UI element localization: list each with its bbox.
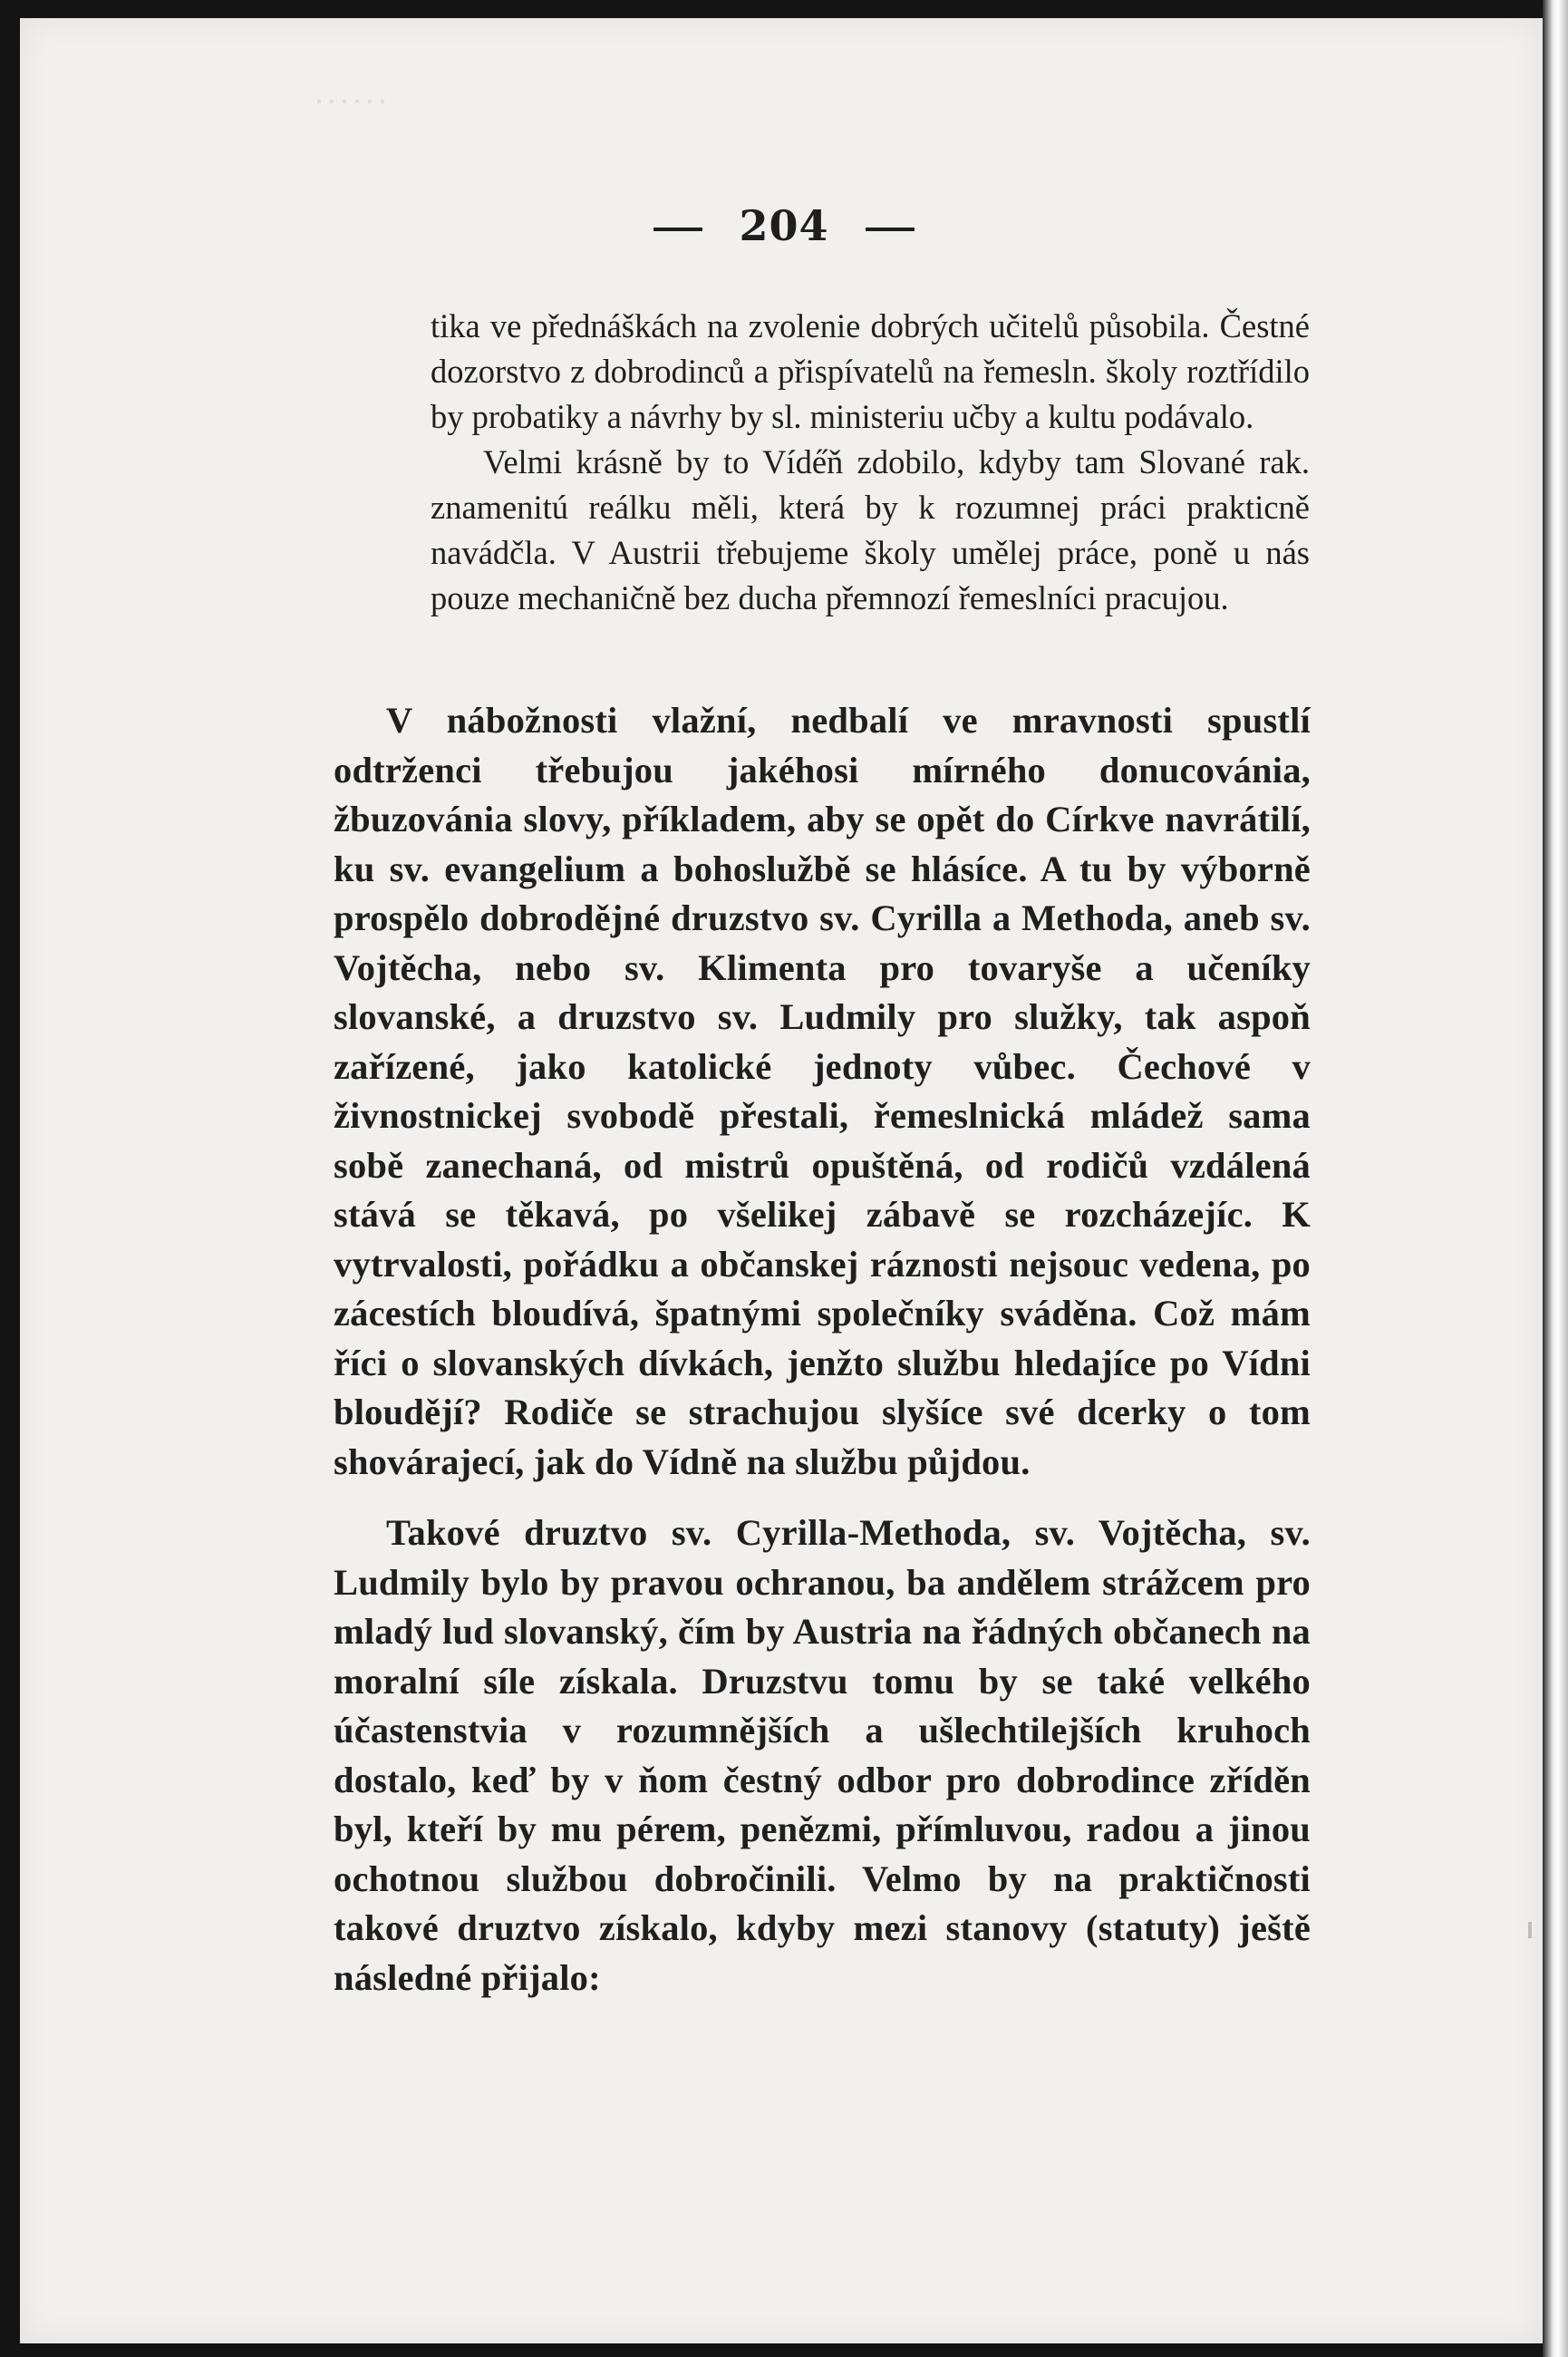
main-text-block-1 (334, 696, 1311, 1487)
page-edge-strip (1543, 0, 1568, 2357)
page-header (0, 201, 1568, 250)
header-dash-right (866, 228, 915, 231)
continued-text-block (431, 304, 1310, 621)
paragraph-religion: V nábožnosti vlažní, nedbalí ve mravnosti spustlí odtrženci třebujou jakéhosi mírného donucovánia, žbuzovánia slovy, příkladem, aby se opět do Církve navrátilí, ku sv. evangelium a bohoslužbě se hlásíce. A tu by výborně prospělo dobrodějné druzstvo sv. Cyrilla a Methoda, aneb sv. Vojtěcha, nebo sv. Klimenta pro tovaryše a učeníky slovanské, a druzstvo sv. Ludmily pro služky, tak aspoň zařízené, jako katolické jednoty vůbec. Čechové v živnostnickej svobodě přestali, řemeslnická mládež sama sobě zanechaná, od mistrů opuštěná, od rodičů vzdálená stává se těkavá, po všelikej zábavě se rozcházejíc. K vytrvalosti, pořádku a občanskej ráznosti nejsouc vedena, po zácestích bloudívá, špatnými společníky sváděna. Což mám říci o slovanských dívkách, jenžto službu hledajíce po Vídni bloudějí? Rodiče se strachujou slyšíce své dcerky o tom shovárajecí, jak do Vídně na službu půjdou. (334, 700, 1311, 1482)
paragraph-society: Takové druztvo sv. Cyrilla-Methoda, sv. Vojtěcha, sv. Ludmily bylo by pravou ochranou, ba andělem strážcem pro mladý lud slovanský, čím by Austria na řádných občanech na moralní síle získala. Druzstvu tomu by se také velkého účastenstvia v rozumnějších a ušlechtilejších kruhoch dostalo, keď by v ňom čestný odbor pro dobrodince zříděn byl, kteří by mu pérem, penězmi, přímluvou, radou a jinou ochotnou službou dobročinili. Velmo by na praktičnosti takové druztvo získalo, kdyby mezi stanovy (statuty) ještě následné přijalo: (334, 1512, 1311, 1998)
scan-mark (1528, 1922, 1532, 1938)
header-dash-left (653, 228, 702, 231)
scan-speckle (317, 100, 390, 103)
paragraph-continued: tika ve přednáškách na zvolenie dobrých učitelů působila. Čestné dozorstvo z dobrodinců a přispívatelů na řemesln. školy roztřídilo by probatiky a návrhy by sl. ministeriu učby a kultu podávalo. (431, 307, 1310, 435)
page-number: 204 (739, 201, 829, 250)
paragraph-vienna: Velmi krásně by to Víde̋ň zdobilo, kdyby tam Slované rak. znamenitú reálku měli, která by k rozumnej práci prakticně navádčla. V Austrii třebujeme školy umělej práce, poně u nás pouze mechaničně bez ducha přemnozí řemeslníci pracujou. (431, 443, 1310, 616)
main-text-block-2 (334, 1508, 1311, 2003)
